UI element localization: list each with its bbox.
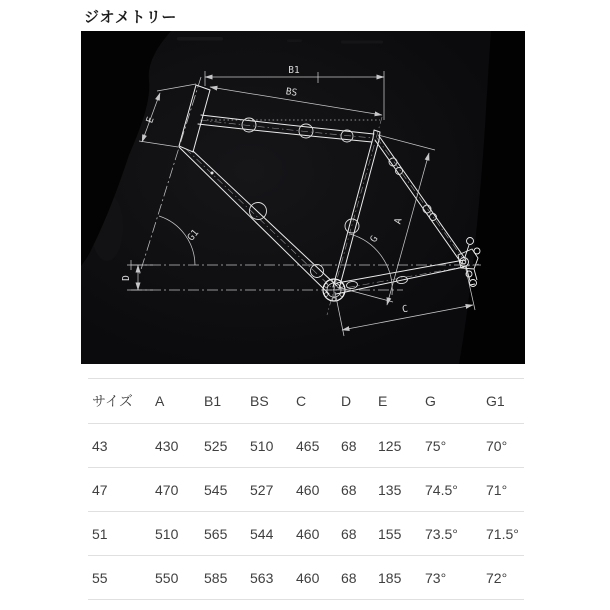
faint-highlight [177, 37, 223, 41]
value-cell: 135 [378, 481, 402, 498]
size-cell: 47 [92, 481, 108, 498]
value-cell: 465 [296, 437, 320, 454]
header-b1: B1 [204, 393, 222, 409]
value-cell: 68 [341, 525, 357, 542]
value-cell: 545 [204, 481, 228, 498]
header-bs: BS [250, 393, 269, 409]
geometry-diagram-image [81, 31, 525, 364]
label-a: A [392, 216, 405, 226]
value-cell: 125 [378, 437, 402, 454]
section-title: ジオメトリー [84, 9, 177, 26]
value-cell: 550 [155, 569, 179, 586]
value-cell: 563 [250, 569, 274, 586]
value-cell: 68 [341, 481, 357, 498]
label-c: C [401, 303, 409, 316]
geometry-size-table [88, 378, 524, 600]
value-cell: 510 [250, 437, 274, 454]
value-cell: 71° [486, 481, 508, 498]
table-header-row [88, 379, 524, 424]
label-g1: G1 [185, 227, 202, 244]
value-cell: 72° [486, 569, 508, 586]
value-cell: 544 [250, 525, 274, 542]
header-a: A [155, 393, 165, 409]
size-cell: 43 [92, 437, 108, 454]
table-body [88, 424, 524, 600]
label-bs: BS [284, 86, 298, 99]
table-row-size-55 [88, 556, 524, 600]
value-cell: 510 [155, 525, 179, 542]
value-cell: 75° [425, 437, 447, 454]
header-g1: G1 [486, 393, 505, 409]
value-cell: 525 [204, 437, 228, 454]
value-cell: 585 [204, 569, 228, 586]
dark-photo-background [81, 31, 525, 364]
header-size: サイズ [92, 393, 133, 409]
header-c: C [296, 393, 307, 409]
label-e: E [144, 115, 157, 125]
value-cell: 71.5° [486, 525, 519, 542]
size-cell: 51 [92, 525, 108, 542]
value-cell: 74.5° [425, 481, 458, 498]
value-cell: 68 [341, 569, 357, 586]
table-row-size-47 [88, 468, 524, 512]
value-cell: 73° [425, 569, 447, 586]
value-cell: 460 [296, 569, 320, 586]
value-cell: 470 [155, 481, 179, 498]
bike-frame-geometry-drawing [81, 31, 525, 364]
value-cell: 68 [341, 437, 357, 454]
label-b1: B1 [288, 65, 300, 76]
value-cell: 460 [296, 525, 320, 542]
value-cell: 185 [378, 569, 402, 586]
value-cell: 460 [296, 481, 320, 498]
table-row-size-43 [88, 424, 524, 468]
header-g: G [425, 393, 436, 409]
value-cell: 565 [204, 525, 228, 542]
size-cell: 55 [92, 569, 108, 586]
label-d: D [121, 275, 132, 281]
value-cell: 73.5° [425, 525, 458, 542]
header-e: E [378, 393, 388, 409]
value-cell: 155 [378, 525, 402, 542]
table-row-size-51 [88, 512, 524, 556]
label-g: G [368, 233, 381, 245]
value-cell: 527 [250, 481, 274, 498]
header-d: D [341, 393, 352, 409]
value-cell: 430 [155, 437, 179, 454]
value-cell: 70° [486, 437, 508, 454]
